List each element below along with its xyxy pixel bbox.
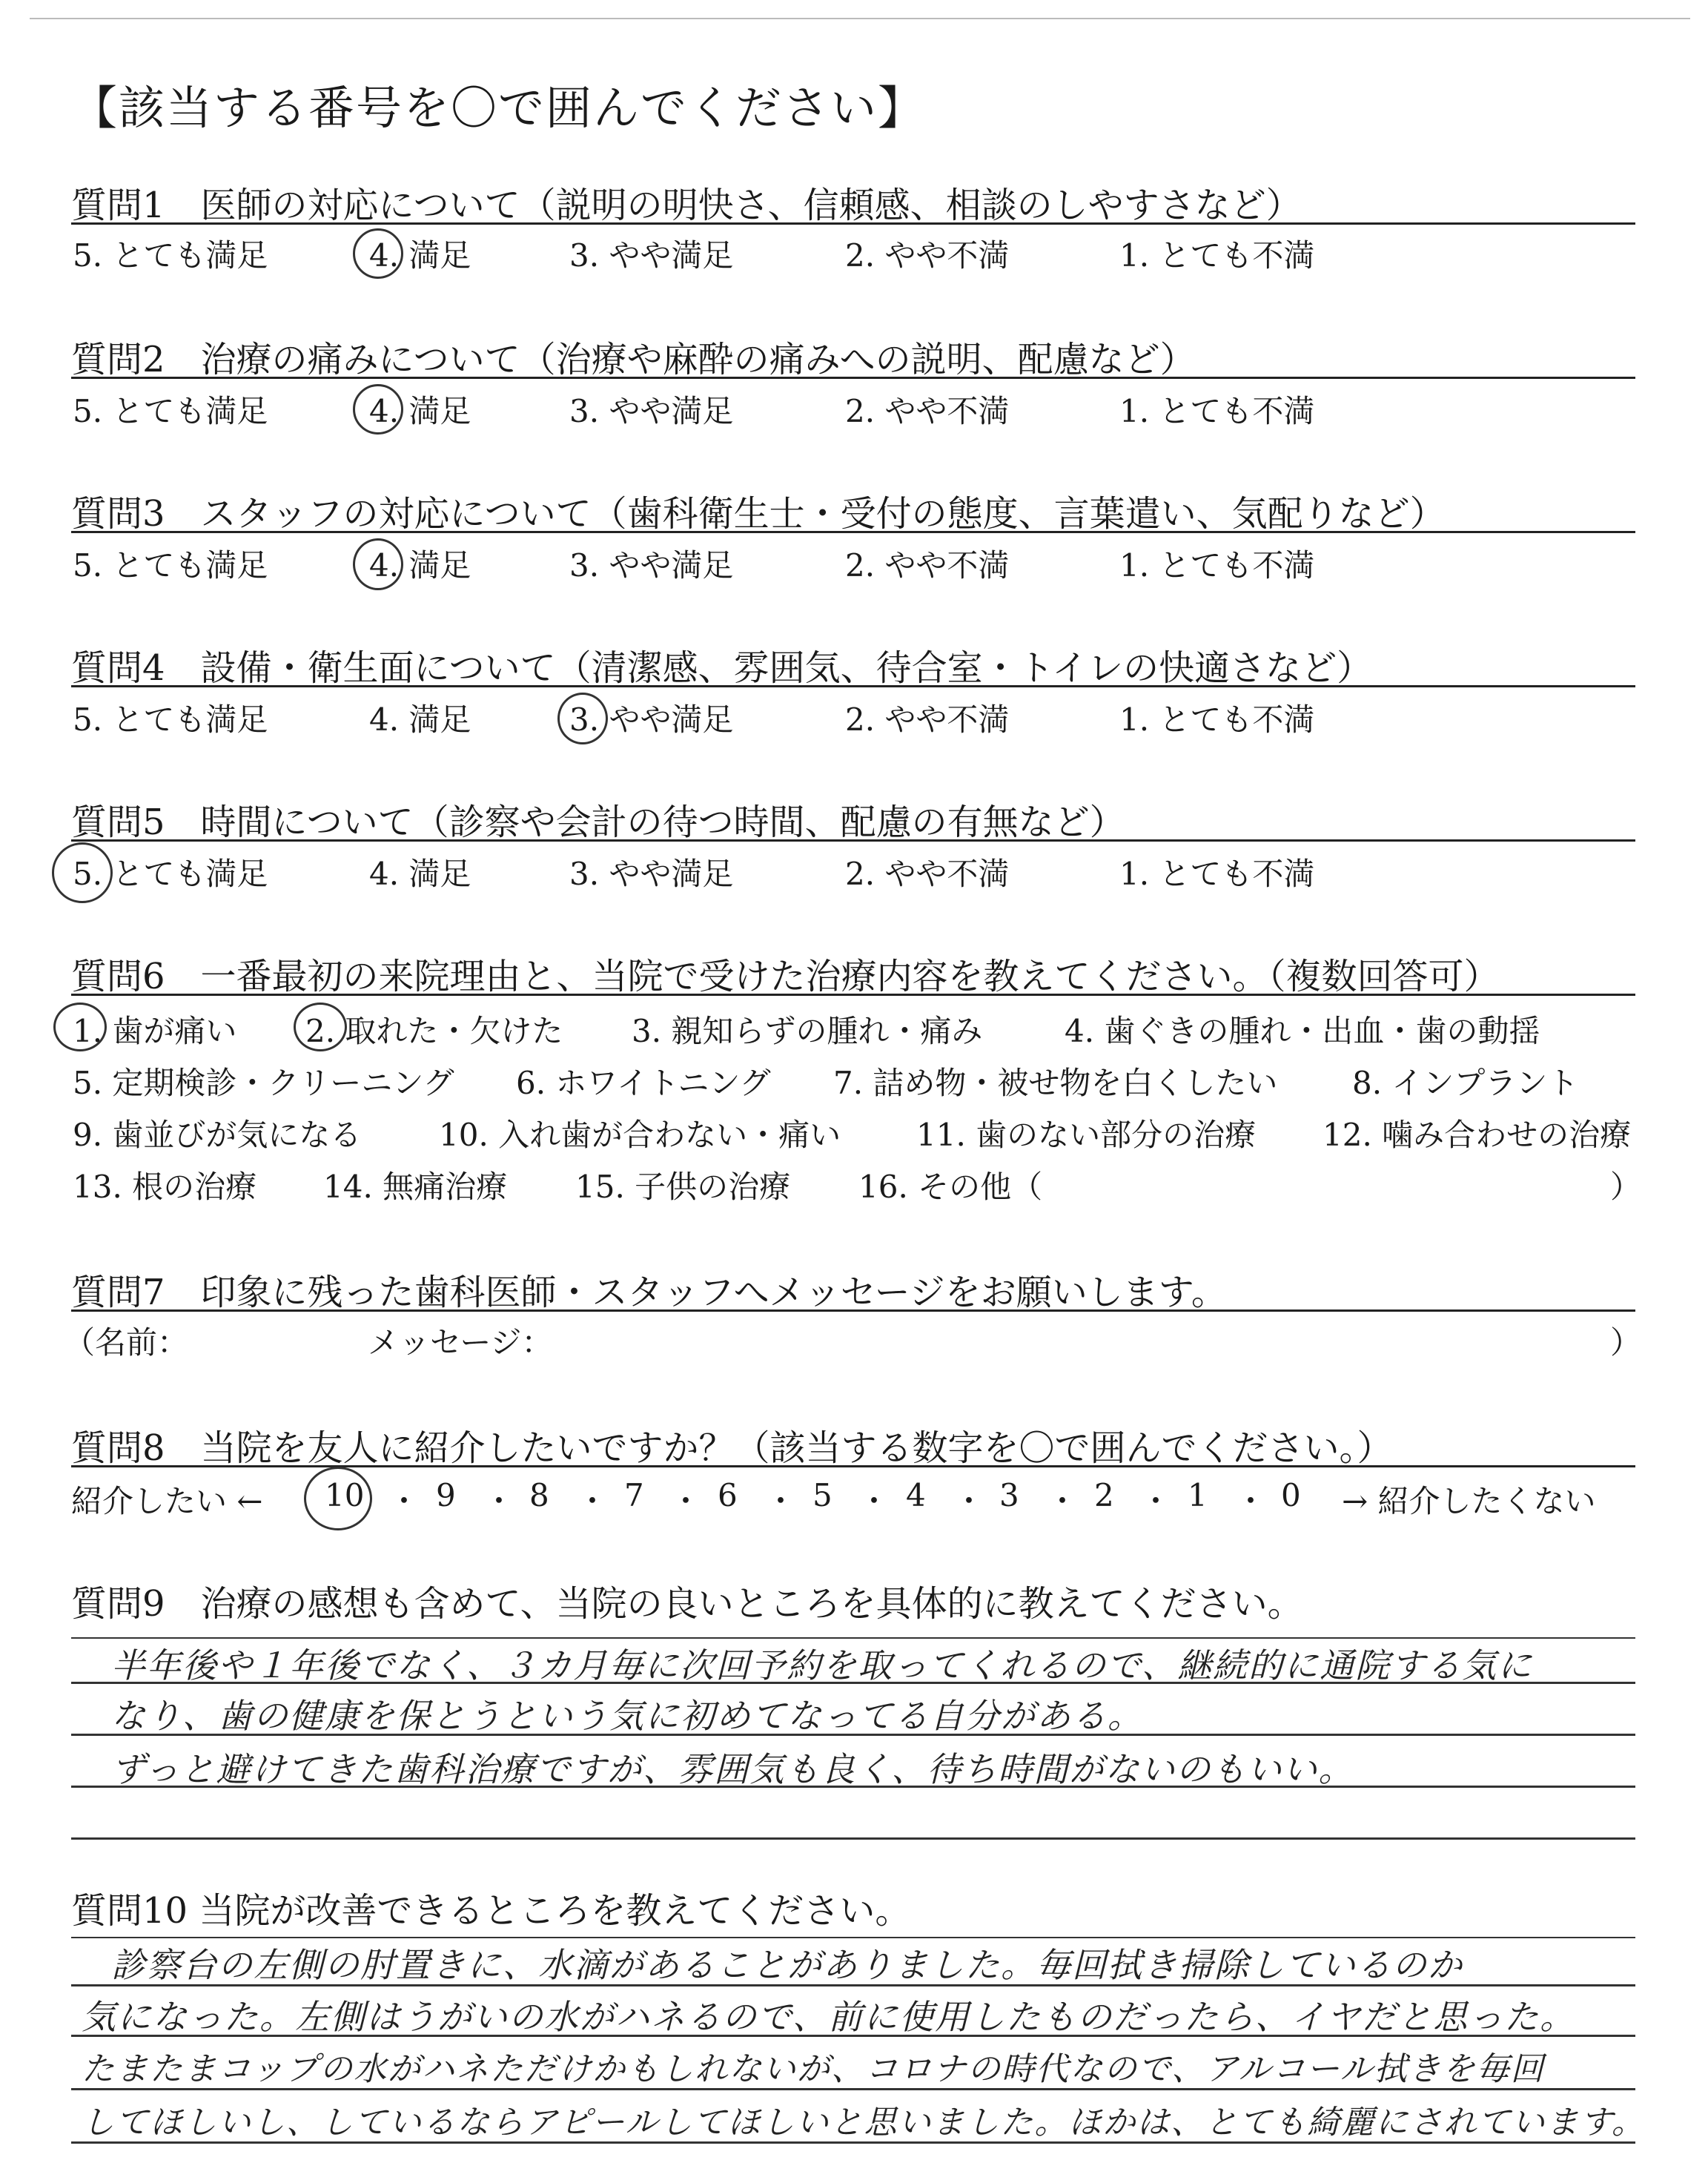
q10-answer-line-3: たまたまコップの水がハネただけかもしれないが、コロナの時代なので、アルコール拭きを毎回 xyxy=(82,2050,1545,2088)
q10-rule-2 xyxy=(71,2035,1635,2037)
q6-option-15[interactable]: 15. 子供の治療 xyxy=(575,1169,791,1205)
q1-option-2[interactable]: 2. やや不満 xyxy=(845,237,1010,274)
q8-selection-circle xyxy=(304,1467,372,1530)
q1-option-3[interactable]: 3. やや満足 xyxy=(569,237,734,274)
q10-answer-line-1: 診察台の左側の肘置きに、水滴があることがありました。毎回拭き掃除しているのか xyxy=(111,1945,1463,1985)
q2-header: 質問2 治療の痛みについて（治療や麻酔の痛みへの説明、配慮など） xyxy=(71,339,1196,380)
q3-header: 質問3 スタッフの対応について（歯科衛生士・受付の態度、言葉遣い、気配りなど） xyxy=(71,493,1446,535)
q4-option-2[interactable]: 2. やや不満 xyxy=(845,701,1010,738)
q7-name-label: （名前： xyxy=(64,1324,189,1361)
q8-dot: ・ xyxy=(953,1483,985,1519)
q8-rule xyxy=(71,1465,1635,1467)
q8-score-7[interactable]: 7 xyxy=(624,1477,644,1513)
q6-option-8[interactable]: 8. インプラント xyxy=(1352,1065,1579,1101)
q8-score-6[interactable]: 6 xyxy=(718,1477,738,1513)
q7-rule xyxy=(71,1309,1635,1312)
q7-message-label: メッセージ： xyxy=(368,1324,553,1361)
q8-score-1[interactable]: 1 xyxy=(1188,1477,1208,1513)
q3-option-2[interactable]: 2. やや不満 xyxy=(845,547,1010,584)
q3-option-5[interactable]: 5. とても満足 xyxy=(73,547,268,584)
q6-option-11[interactable]: 11. 歯のない部分の治療 xyxy=(916,1117,1257,1153)
q1-rule xyxy=(71,222,1635,225)
q8-dot: ・ xyxy=(670,1483,702,1519)
q9-rule-3 xyxy=(71,1786,1635,1788)
q6-option-5[interactable]: 5. 定期検診・クリーニング xyxy=(73,1065,454,1101)
q10-header: 質問10 当院が改善できるところを教えてください。 xyxy=(71,1890,911,1932)
q8-dot: ・ xyxy=(1235,1483,1267,1519)
q8-score-8[interactable]: 8 xyxy=(529,1477,549,1513)
q8-dot: ・ xyxy=(577,1483,609,1519)
q7-header: 質問7 印象に残った歯科医師・スタッフへメッセージをお願いします。 xyxy=(71,1272,1227,1313)
q8-left-label: 紹介したい ← xyxy=(71,1483,263,1519)
q10-rule-1 xyxy=(71,1984,1635,1986)
q8-dot: ・ xyxy=(388,1483,420,1519)
q1-header: 質問1 医師の対応について（説明の明快さ、信頼感、相談のしやすさなど） xyxy=(71,185,1302,226)
q8-right-label: → 紹介したくない xyxy=(1342,1483,1596,1519)
q5-option-3[interactable]: 3. やや満足 xyxy=(569,856,734,892)
q9-rule-2 xyxy=(71,1734,1635,1736)
q6-other-close-paren: ） xyxy=(1610,1169,1642,1205)
q2-option-1[interactable]: 1. とても不満 xyxy=(1119,393,1315,429)
q3-rule xyxy=(71,531,1635,533)
q9-rule-4 xyxy=(71,1837,1635,1840)
q3-option-4[interactable]: 4. 満足 xyxy=(369,547,471,584)
q5-option-5[interactable]: 5. とても満足 xyxy=(73,856,268,892)
q2-option-5[interactable]: 5. とても満足 xyxy=(73,393,268,429)
q10-answer-line-4: してほしいし、しているならアピールしてほしいと思いました。ほかは、とても綺麗にされています。 xyxy=(82,2104,1646,2141)
q5-option-1[interactable]: 1. とても不満 xyxy=(1119,856,1315,892)
q8-score-9[interactable]: 9 xyxy=(436,1477,456,1513)
q8-score-4[interactable]: 4 xyxy=(906,1477,926,1513)
q5-option-4[interactable]: 4. 満足 xyxy=(369,856,471,892)
q3-option-3[interactable]: 3. やや満足 xyxy=(569,547,734,584)
q6-option-13[interactable]: 13. 根の治療 xyxy=(73,1169,257,1205)
q6-selection-circle-2 xyxy=(294,1003,347,1051)
q10-answer-line-2: 気になった。左側はうがいの水がハネるので、前に使用したものだったら、イヤだと思った。 xyxy=(82,1997,1576,2037)
q6-option-9[interactable]: 9. 歯並びが気になる xyxy=(73,1117,362,1153)
q6-option-10[interactable]: 10. 入れ歯が合わない・痛い xyxy=(439,1117,841,1153)
q10-rule-4 xyxy=(71,2141,1635,2144)
q5-selection-circle xyxy=(52,842,113,903)
q4-option-4[interactable]: 4. 満足 xyxy=(369,701,471,738)
q9-answer-line-3: ずっと避けてきた歯科治療ですが、雰囲気も良く、待ち時間がないのもいい。 xyxy=(111,1749,1354,1789)
q1-option-1[interactable]: 1. とても不満 xyxy=(1119,237,1315,274)
q9-rule-1 xyxy=(71,1682,1635,1684)
q6-option-3[interactable]: 3. 親知らずの腫れ・痛み xyxy=(632,1013,983,1049)
q6-option-7[interactable]: 7. 詰め物・被せ物を白くしたい xyxy=(833,1065,1278,1101)
q2-option-4[interactable]: 4. 満足 xyxy=(369,393,471,429)
q7-close-paren: ） xyxy=(1610,1324,1642,1361)
q1-option-5[interactable]: 5. とても満足 xyxy=(73,237,268,274)
q4-selection-circle xyxy=(557,693,608,744)
q8-dot: ・ xyxy=(1047,1483,1079,1519)
q4-option-1[interactable]: 1. とても不満 xyxy=(1119,701,1315,738)
q8-dot: ・ xyxy=(483,1483,515,1519)
q10-rule-3 xyxy=(71,2088,1635,2090)
q6-option-14[interactable]: 14. 無痛治療 xyxy=(323,1169,508,1205)
q4-option-3[interactable]: 3. やや満足 xyxy=(569,701,734,738)
q2-selection-circle xyxy=(353,384,403,435)
q8-dot: ・ xyxy=(858,1483,890,1519)
q5-header: 質問5 時間について（診察や会計の待つ時間、配慮の有無など） xyxy=(71,802,1125,843)
q1-option-4[interactable]: 4. 満足 xyxy=(369,237,471,274)
page-top-edge xyxy=(30,18,1690,19)
q6-option-12[interactable]: 12. 噛み合わせの治療 xyxy=(1323,1117,1632,1153)
q5-option-2[interactable]: 2. やや不満 xyxy=(845,856,1010,892)
q4-option-5[interactable]: 5. とても満足 xyxy=(73,701,268,738)
q8-dot: ・ xyxy=(765,1483,797,1519)
q8-dot: ・ xyxy=(1140,1483,1172,1519)
q1-selection-circle xyxy=(353,228,403,279)
q4-header: 質問4 設備・衛生面について（清潔感、雰囲気、待合室・トイレの快適さなど） xyxy=(71,647,1373,689)
q2-option-3[interactable]: 3. やや満足 xyxy=(569,393,734,429)
q9-answer-line-1: 半年後や１年後でなく、３カ月毎に次回予約を取ってくれるので、継続的に通院する気に xyxy=(111,1645,1534,1685)
q2-rule xyxy=(71,377,1635,379)
q6-option-4[interactable]: 4. 歯ぐきの腫れ・出血・歯の動揺 xyxy=(1065,1013,1540,1049)
q6-option-2[interactable]: 2. 取れた・欠けた xyxy=(305,1013,563,1049)
q8-score-10[interactable]: 10 xyxy=(325,1477,365,1513)
q3-option-1[interactable]: 1. とても不満 xyxy=(1119,547,1315,584)
q9-answer-line-2: なり、歯の健康を保とうという気に初めてなってる自分がある。 xyxy=(111,1696,1143,1736)
q8-score-2[interactable]: 2 xyxy=(1094,1477,1114,1513)
q9-header: 質問9 治療の感想も含めて、当院の良いところを具体的に教えてください。 xyxy=(71,1583,1303,1625)
q6-option-6[interactable]: 6. ホワイトニング xyxy=(516,1065,771,1101)
q4-rule xyxy=(71,685,1635,687)
q6-selection-circle-1 xyxy=(53,1003,107,1051)
q5-rule xyxy=(71,839,1635,842)
q6-rule xyxy=(71,994,1635,996)
q6-option-1[interactable]: 1. 歯が痛い xyxy=(73,1013,237,1049)
q2-option-2[interactable]: 2. やや不満 xyxy=(845,393,1010,429)
q8-score-3[interactable]: 3 xyxy=(999,1477,1019,1513)
q6-header: 質問6 一番最初の来院理由と、当院で受けた治療内容を教えてください。（複数回答可） xyxy=(71,956,1500,997)
q8-score-0[interactable]: 0 xyxy=(1281,1477,1301,1513)
q8-header: 質問8 当院を友人に紹介したいですか？（該当する数字を〇で囲んでください。） xyxy=(71,1427,1393,1469)
q6-option-16[interactable]: 16. その他（ xyxy=(858,1169,1043,1205)
form-instruction-title: 【該当する番号を〇で囲んでください】 xyxy=(71,81,926,135)
q8-score-5[interactable]: 5 xyxy=(812,1477,833,1513)
q3-selection-circle xyxy=(353,538,403,590)
